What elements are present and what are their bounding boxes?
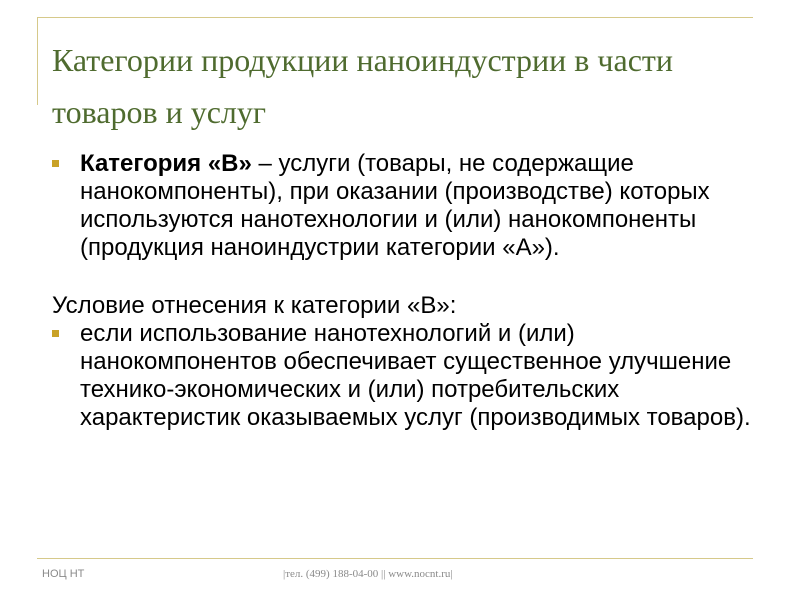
category-b-description: – услуги (товары, не содержащие нанокомпоненты), при оказании (производстве) которых используются нанотехнологии и (или) нанокомпоненты (продукция наноиндустрии категории «А»). bbox=[80, 150, 710, 261]
square-bullet-icon bbox=[52, 160, 59, 167]
footer-org-name: НОЦ НТ bbox=[42, 568, 85, 580]
decorative-top-rule bbox=[37, 17, 753, 18]
square-bullet-icon bbox=[52, 330, 59, 337]
condition-description: если использование нанотехнологий и (или) нанокомпонентов обеспечивает существенное улучшение технико-экономических и (или) потребительских характеристик оказываемых услуг (производимых товаров). bbox=[80, 320, 751, 431]
category-b-label: Категория «В» bbox=[80, 150, 252, 177]
slide-title: Категории продукции наноиндустрии в части товаров и услуг bbox=[52, 42, 673, 130]
bullet-item-condition bbox=[52, 320, 752, 432]
footer-rule bbox=[37, 558, 753, 559]
bullet-item-category-b bbox=[52, 150, 752, 262]
decorative-vertical-rule bbox=[37, 17, 38, 105]
footer-contact: |тел. (499) 188-04-00 || www.nocnt.ru| bbox=[283, 568, 453, 580]
slide-body bbox=[52, 150, 752, 432]
condition-heading: Условие отнесения к категории «В»: bbox=[52, 292, 457, 319]
